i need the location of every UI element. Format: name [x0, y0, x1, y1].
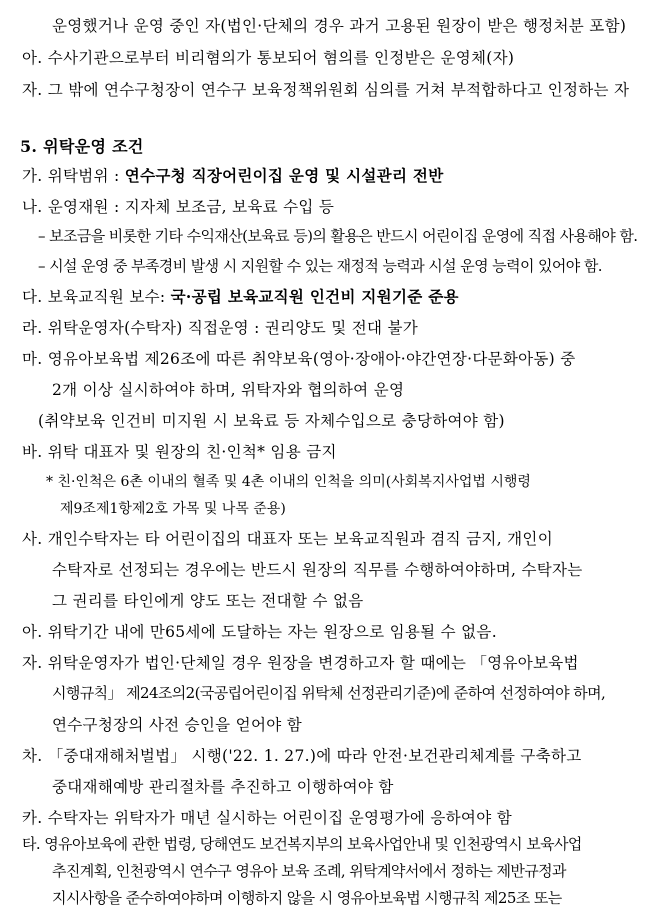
dash-item-2: – 시설 운영 중 부족경비 발생 시 지원할 수 있는 재정적 능력과 시설 운영 능력이 있어야 함.: [38, 257, 602, 275]
item-ka: 카. 수탁자는 위탁자가 매년 실시하는 어린이집 운영평가에 응하여야 함: [22, 809, 512, 827]
item-ja-line3: 연수구청장의 사전 승인을 얻어야 함: [52, 716, 303, 734]
footnote-line2: 제9조제1항제2호 가목 및 나목 준용): [60, 501, 286, 517]
item-ba: 바. 위탁 대표자 및 원장의 친·인척* 임용 금지: [22, 443, 337, 461]
item-da-bold: 국·공립 보육교직원 인건비 지원기준 준용: [170, 287, 459, 306]
item-a: 아. 위탁기간 내에 만65세에 도달하는 자는 원장으로 임용될 수 없음.: [22, 623, 497, 641]
item-ma-line3: (취약보육 인건비 미지원 시 보육료 등 자체수입으로 충당하여야 함): [38, 412, 505, 430]
item-cha-line2: 중대재해예방 관리절차를 추진하고 이행하여야 함: [52, 778, 394, 796]
item-sa-line1: 사. 개인수탁자는 타 어린이집의 대표자 또는 보육교직원과 겸직 금지, 개인이: [22, 530, 553, 548]
item-ra: 라. 위탁운영자(수탁자) 직접운영 : 권리양도 및 전대 불가: [22, 319, 419, 337]
item-ta-line3: 지시사항을 준수하여야하며 이행하지 않을 시 영유아보육법 시행규칙 제25조 또는: [52, 889, 562, 907]
section-heading: 5. 위탁운영 조건: [20, 137, 144, 156]
footnote-line1: * 친·인척은 6촌 이내의 혈족 및 4촌 이내의 인척을 의미(사회복지사업법 시행령: [46, 474, 531, 490]
item-ga-bold: 연수구청 직장어린이집 운영 및 시설관리 전반: [124, 166, 444, 185]
item-ga-label: 가. 위탁범위 :: [22, 167, 125, 185]
item-da: [22, 285, 459, 307]
item-cha-line1: 차. 「중대재해처벌법」 시행('22. 1. 27.)에 따라 안전·보건관리체계를 구축하고: [22, 747, 582, 765]
item-ja-disqualify: 자. 그 밖에 연수구청장이 연수구 보육정책위원회 심의를 거쳐 부적합하다고 인정하는 자: [22, 81, 630, 99]
item-ja-line1: 자. 위탁운영자가 법인·단체일 경우 원장을 변경하고자 할 때에는 「영유아보육법: [22, 654, 579, 672]
item-ga: [22, 164, 443, 186]
item-a-disqualify: 아. 수사기관으로부터 비리혐의가 통보되어 혐의를 인정받은 운영체(자): [22, 49, 515, 67]
item-ta-line1: 타. 영유아보육에 관한 법령, 당해연도 보건복지부의 보육사업안내 및 인천광역시 보육사업: [22, 835, 582, 853]
item-sa-line3: 그 권리를 타인에게 양도 또는 전대할 수 없음: [52, 592, 364, 610]
item-ma-line1: 마. 영유아보육법 제26조에 따른 취약보육(영아·장애아·야간연장·다문화아동) 중: [22, 350, 576, 368]
item-na: 나. 운영재원 : 지자체 보조금, 보육료 수입 등: [22, 198, 335, 216]
item-ja-line2: 시행규칙」 제24조의2(국공립어린이집 위탁체 선정관리기준)에 준하여 선정하여야 하며,: [52, 684, 606, 702]
item-ma-line2: 2개 이상 실시하여야 하며, 위탁자와 협의하여 운영: [52, 381, 405, 399]
prev-item-continuation: 운영했거나 운영 중인 자(법인·단체의 경우 과거 고용된 원장이 받은 행정처분 포함): [52, 17, 627, 35]
item-sa-line2: 수탁자로 선정되는 경우에는 반드시 원장의 직무를 수행하여야하며, 수탁자는: [52, 561, 583, 579]
item-ta-line2: 추진계획, 인천광역시 연수구 영유아 보육 조례, 위탁계약서에서 정하는 제반규정과: [52, 862, 566, 880]
dash-item-1: – 보조금을 비롯한 기타 수익재산(보육료 등)의 활용은 반드시 어린이집 운영에 직접 사용해야 함.: [38, 227, 638, 245]
item-da-label: 다. 보육교직원 보수:: [22, 288, 171, 306]
